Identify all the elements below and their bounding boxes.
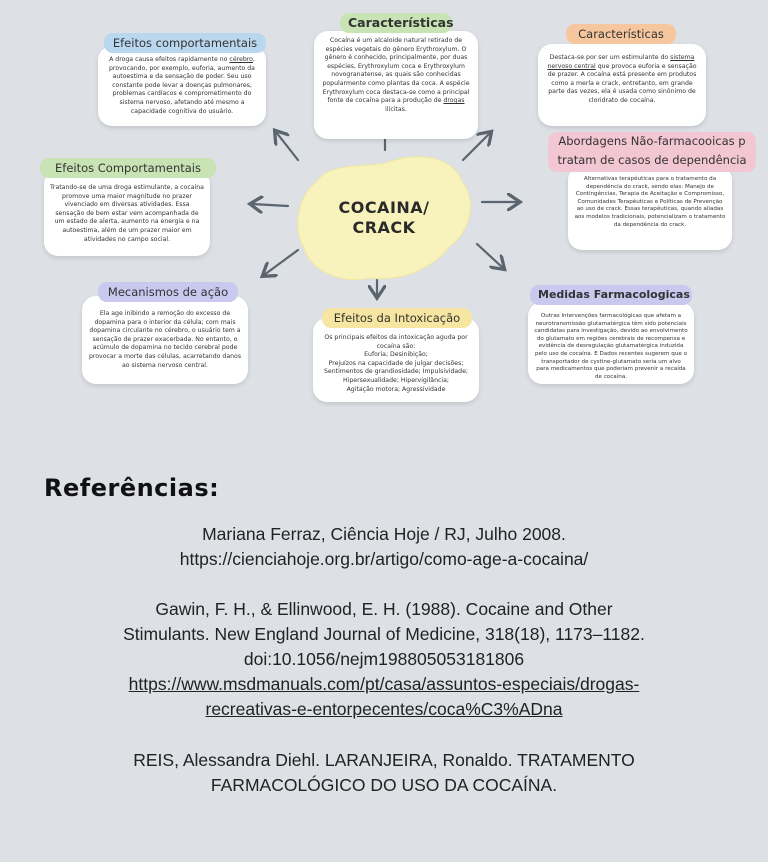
node-efeitos-comportamentais-2 [44, 170, 210, 256]
tag-medidas: Medidas Farmacologicas [530, 285, 692, 305]
text-part: ilícitas. [385, 105, 407, 113]
center-title-line1: COCAINA/ [338, 198, 430, 217]
drogas-link[interactable]: drogas [443, 97, 465, 105]
reference-3-line2: FARMACOLÓGICO DO USO DA COCAÍNA. [210, 775, 558, 795]
cerebro-link[interactable]: cérebro [229, 56, 253, 63]
reference-2 [40, 597, 728, 722]
node-text [98, 46, 266, 116]
reference-1-url[interactable]: https://cienciahoje.org.br/artigo/como-age-a-cocaina/ [179, 549, 589, 569]
text-part: A droga causa efeitos rapidamente no [109, 56, 228, 63]
node-caracteristicas-top [314, 31, 478, 139]
node-text [314, 31, 478, 114]
node-mecanismos [82, 296, 248, 384]
reference-2-link-part1[interactable]: https://www.msdmanuals.com/pt/casa/assuntos-especiais/drogas- [128, 674, 640, 694]
tag-efeitos-comportamentais-1: Efeitos comportamentais [104, 33, 266, 53]
reference-2-line1: Gawin, F. H., & Ellinwood, E. H. (1988). Cocaine and Other [155, 599, 613, 619]
sistema-nervoso-link[interactable]: sistema nervoso central [547, 54, 695, 70]
tag-abordagens [548, 132, 756, 172]
text-line: Os principais efeitos da intoxicação aguda por [324, 334, 468, 341]
reference-2-link-part2[interactable]: recreativas-e-entorpecentes/coca%C3%ADna [205, 699, 563, 719]
node-text: Alternativas terapêuticas para o tratamento da dependência do crack, sendo elas: Manejo de Contingências, Terapia de Aceitação e Compromisso, Comunidades Terapêuticas e Políticas de Prevenção ao uso de crack. Essas terapêuticas, quando aliadas aos modelos tradicionais, potencializam o tratamento da dependência do crack. [574, 176, 726, 228]
text-part: que provoca euforia e sensação de prazer. A cocaína está presente em produtos como a merla e crack, entretanto, em grande parte das vezes, ela é usada como sinônimo de cloridrato de cocaína. [547, 62, 697, 104]
text-line: Hipersexualidade; Hipervigilância; [343, 376, 449, 384]
reference-2-doi: doi:10.1056/nejm198805053181806 [243, 649, 525, 669]
references-heading: Referências: [44, 474, 220, 502]
node-text: Outras intervenções farmacológicas que afetam a neurotransmissão glutamatérgica têm sido potenciais candidatas para investigação, devido ao envolvimento do glutamato em regiões cerebrais de recompensa e evidência de desregulação glutamatérgica induzida pelo uso de cocaína. E Dados recentes sugerem que o transportador de cystine-glutamato seria um alvo para medicamentos que poderiam prevenir a recaída de cocaína. [534, 313, 688, 380]
node-text [313, 318, 479, 394]
tag-abordagens-line2: tratam de casos de dependência [557, 153, 747, 167]
center-title-line2: CRACK [352, 218, 416, 237]
node-intoxicacao [313, 318, 479, 402]
text-line: Euforia; Desinibição; [364, 351, 428, 359]
tag-efeitos-comportamentais-2: Efeitos Comportamentais [40, 158, 216, 178]
text-part: , provocando, por exemplo, euforia, aumento da autoestima e da sensação de poder. Seu uso constante pode levar a doenças pulmonares, problemas cardíacos e comprometimento do sistema nervoso, afetando até mesmo a capacidade cognitiva do usuário. [109, 56, 255, 115]
text-part: Cocaína é um alcaloide natural retirado de espécies vegetais do gênero Erythroxylum. O gênero é conhecido, principalmente, por duas espécies, Erythroxylum coca e Erythroxylum novogranatense, as quais são conhecidas popularmente como plantas da coca. A espécie Erythroxylum coca destaca-se como a principal fonte de cocaína para a produção de [322, 37, 470, 105]
text-line: Sentimentos de grandiosidade; Impulsividade; [323, 368, 468, 376]
node-efeitos-comportamentais-1 [98, 46, 266, 126]
node-caracteristicas-right [538, 44, 706, 126]
reference-2-line2: Stimulants. New England Journal of Medicine, 318(18), 1173–1182. [123, 624, 645, 644]
tag-abordagens-line1: Abordagens Não-farmacooicas p [558, 134, 746, 148]
node-text [538, 44, 706, 106]
node-text: Tratando-se de uma droga estimulante, a cocaína promove uma maior magnitude no prazer vivenciado em diversas atividades. Essa sensação de bem estar vem acompanhada de um estado de alerta, aumento na energia e na autoestima, além de um prazer maior em atividades no campo social. [50, 184, 204, 243]
tag-intoxicacao: Efeitos da Intoxicação [322, 308, 472, 328]
node-medidas [528, 302, 694, 384]
node-abordagens [568, 166, 732, 250]
tag-mecanismos: Mecanismos de ação [98, 282, 238, 302]
reference-1-line1: Mariana Ferraz, Ciência Hoje / RJ, Julho 2008. [202, 524, 566, 544]
text-part: Destaca-se por ser um estimulante do [549, 54, 669, 61]
text-line: Prejuízos na capacidade de julgar decisões; [328, 359, 464, 367]
center-title [314, 198, 454, 238]
tag-caracteristicas-right: Características [566, 24, 676, 44]
reference-3-line1: REIS, Alessandra Diehl. LARANJEIRA, Ronaldo. TRATAMENTO [133, 750, 635, 770]
reference-1 [40, 522, 728, 572]
text-line: Agitação motora; Agressividade [346, 385, 446, 393]
reference-3 [40, 748, 728, 798]
text-line: cocaína são: [376, 342, 416, 350]
node-text: Ela age inibindo a remoção do excesso de dopamina para o interior da célula; com mais dopamina circulante no cérebro, o usuário tem a sensação de prazer exacerbada. No entanto, o acúmulo de dopamina no tecido cerebral pode provocar a morte das células, acarretando danos ao sistema nervoso central. [88, 310, 242, 369]
tag-caracteristicas-top: Características [340, 13, 452, 33]
